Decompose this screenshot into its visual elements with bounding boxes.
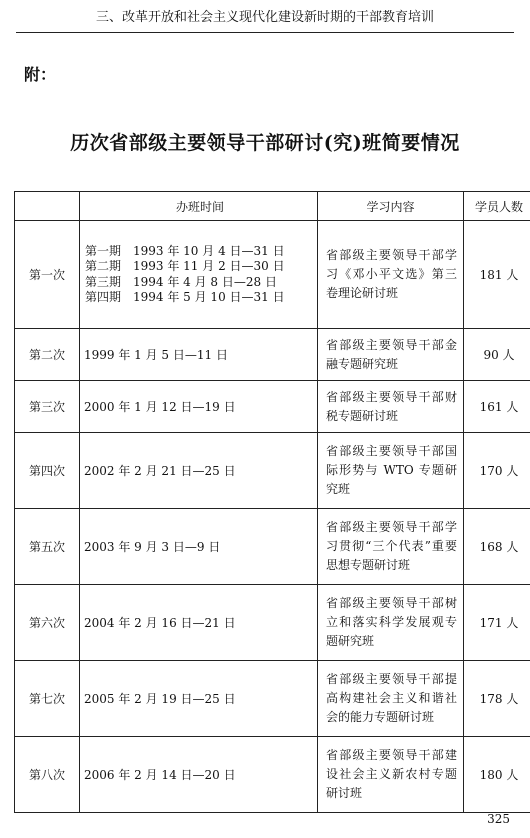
time-cell: 2006 年 2 月 14 日—20 日 bbox=[80, 737, 318, 813]
document-title: 历次省部级主要领导干部研讨(究)班简要情况 bbox=[70, 132, 460, 154]
table-row bbox=[15, 585, 530, 661]
content-text: 省部级主要领导干部提高构建社会主义和谐社会的能力专题研讨班 bbox=[326, 672, 457, 724]
time-cell: 2003 年 9 月 3 日—9 日 bbox=[80, 509, 318, 585]
content-cell bbox=[318, 585, 464, 661]
column-header-content: 学习内容 bbox=[318, 192, 464, 221]
content-cell bbox=[318, 381, 464, 433]
content-cell bbox=[318, 661, 464, 737]
content-text: 省部级主要领导干部学习《邓小平文选》第三卷理论研讨班 bbox=[326, 248, 457, 300]
count-cell: 171 人 bbox=[464, 585, 530, 661]
column-header-session bbox=[15, 192, 80, 221]
content-cell bbox=[318, 737, 464, 813]
sessions-table bbox=[14, 191, 530, 813]
session-cell: 第七次 bbox=[15, 661, 80, 737]
table-row bbox=[15, 433, 530, 509]
content-text: 省部级主要领导干部金融专题研究班 bbox=[326, 337, 457, 371]
session-cell: 第八次 bbox=[15, 737, 80, 813]
content-text: 省部级主要领导干部财税专题研讨班 bbox=[326, 389, 457, 423]
table-row bbox=[15, 381, 530, 433]
content-cell bbox=[318, 221, 464, 329]
column-header-count: 学员人数 bbox=[464, 192, 530, 221]
content-text: 省部级主要领导干部建设社会主义新农村专题研讨班 bbox=[326, 748, 457, 800]
count-cell: 170 人 bbox=[464, 433, 530, 509]
content-text: 省部级主要领导干部树立和落实科学发展观专题研究班 bbox=[326, 596, 457, 648]
time-cell: 2000 年 1 月 12 日—19 日 bbox=[80, 381, 318, 433]
period-line: 第一期 1993 年 10 月 4 日—31 日 bbox=[85, 243, 285, 258]
appendix-label: 附： bbox=[24, 65, 57, 84]
table-row bbox=[15, 737, 530, 813]
period-line: 第三期 1994 年 4 月 8 日—28 日 bbox=[85, 274, 277, 289]
content-cell bbox=[318, 509, 464, 585]
time-cell: 1999 年 1 月 5 日—11 日 bbox=[80, 329, 318, 381]
table-row bbox=[15, 221, 530, 329]
table-row bbox=[15, 329, 530, 381]
period-line: 第二期 1993 年 11 月 2 日—30 日 bbox=[85, 259, 285, 273]
period-line: 第四期 1994 年 5 月 10 日—31 日 bbox=[85, 290, 285, 304]
session-cell: 第二次 bbox=[15, 329, 80, 381]
count-cell: 178 人 bbox=[464, 661, 530, 737]
count-cell: 90 人 bbox=[464, 329, 530, 381]
session-cell: 第六次 bbox=[15, 585, 80, 661]
count-cell: 180 人 bbox=[464, 737, 530, 813]
running-header: 三、改革开放和社会主义现代化建设新时期的干部教育培训 bbox=[16, 4, 514, 33]
time-cell: 2004 年 2 月 16 日—21 日 bbox=[80, 585, 318, 661]
page-number: 325 bbox=[487, 812, 510, 826]
content-cell bbox=[318, 433, 464, 509]
session-cell: 第五次 bbox=[15, 509, 80, 585]
table-header-row bbox=[15, 192, 530, 221]
column-header-time: 办班时间 bbox=[80, 192, 318, 221]
session-cell: 第一次 bbox=[15, 221, 80, 329]
time-cell: 2005 年 2 月 19 日—25 日 bbox=[80, 661, 318, 737]
session-cell: 第四次 bbox=[15, 433, 80, 509]
content-text: 省部级主要领导干部学习贯彻“三个代表”重要思想专题研讨班 bbox=[326, 520, 457, 572]
content-cell bbox=[318, 329, 464, 381]
table-row bbox=[15, 509, 530, 585]
session-cell: 第三次 bbox=[15, 381, 80, 433]
time-cell: 2002 年 2 月 21 日—25 日 bbox=[80, 433, 318, 509]
table-row bbox=[15, 661, 530, 737]
time-cell bbox=[80, 221, 318, 329]
count-cell: 181 人 bbox=[464, 221, 530, 329]
content-text: 省部级主要领导干部国际形势与 WTO 专题研究班 bbox=[326, 444, 457, 496]
count-cell: 161 人 bbox=[464, 381, 530, 433]
count-cell: 168 人 bbox=[464, 509, 530, 585]
